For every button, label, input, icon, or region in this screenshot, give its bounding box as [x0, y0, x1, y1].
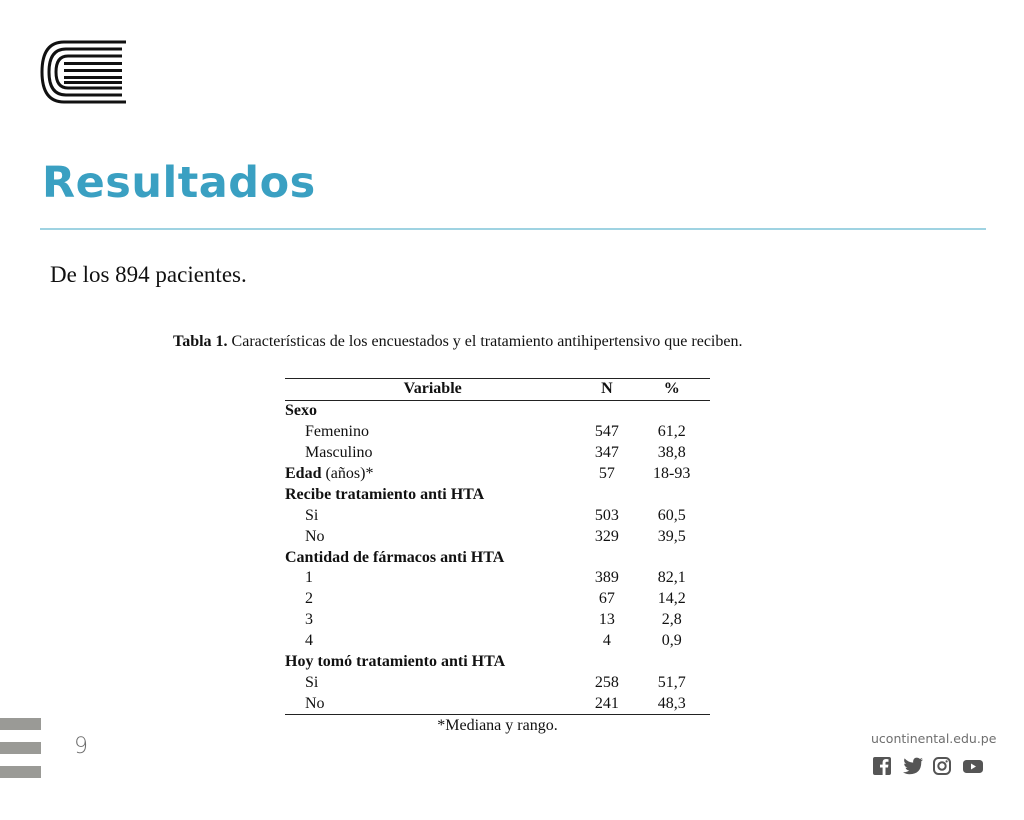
table-row	[285, 568, 710, 589]
table-row	[285, 400, 710, 421]
table-row	[285, 443, 710, 464]
cell-percent: 38,8	[657, 444, 686, 462]
cell-n: 347	[594, 444, 619, 462]
intro-text: De los 894 pacientes.	[50, 262, 247, 287]
cell-variable: Sexo	[285, 402, 317, 420]
cell-percent: 14,2	[657, 590, 686, 608]
cell-variable: Si	[305, 673, 319, 691]
table-row	[285, 652, 710, 673]
cell-variable: Recibe tratamiento anti HTA	[285, 485, 485, 503]
cell-n: 503	[594, 506, 619, 524]
table-row	[285, 505, 710, 526]
cell-percent	[633, 547, 710, 568]
table-header-row	[285, 379, 710, 401]
results-table	[285, 378, 710, 715]
cell-percent: 18-93	[653, 465, 691, 482]
cell-percent	[633, 484, 710, 505]
cell-n: 67	[598, 590, 615, 608]
cell-percent: 0,9	[661, 632, 682, 650]
cell-n: 241	[580, 693, 633, 714]
cell-n: 13	[598, 611, 615, 629]
cell-percent: 48,3	[633, 693, 710, 714]
cell-percent: 82,1	[657, 569, 686, 587]
table-row	[285, 526, 710, 547]
page-number: 9	[74, 734, 88, 759]
cell-variable: Masculino	[305, 444, 373, 462]
table-row	[285, 693, 710, 714]
instagram-icon[interactable]	[932, 756, 952, 776]
cell-variable: No	[285, 693, 580, 714]
table-row	[285, 610, 710, 631]
cell-variable: Hoy tomó tratamiento anti HTA	[285, 653, 506, 671]
university-logo	[40, 40, 128, 104]
social-links	[872, 756, 982, 776]
cell-percent	[633, 400, 710, 421]
cell-percent: 60,5	[657, 506, 686, 524]
cell-variable: 2	[305, 590, 313, 608]
cell-variable: Femenino	[305, 423, 369, 441]
table-row	[285, 422, 710, 443]
cell-variable: 4	[305, 632, 313, 650]
column-header-percent: %	[633, 379, 710, 401]
table-row	[285, 631, 710, 652]
column-header-n: N	[580, 379, 633, 401]
cell-percent: 61,2	[657, 423, 686, 441]
variable-label-suffix: (años)*	[321, 465, 374, 482]
cell-variable: 3	[305, 611, 313, 629]
cell-percent: 39,5	[657, 527, 686, 545]
table-row	[285, 589, 710, 610]
cell-n: 258	[594, 673, 619, 691]
youtube-icon[interactable]	[962, 756, 982, 776]
cell-variable: Cantidad de fármacos anti HTA	[285, 548, 505, 566]
cell-n: 389	[594, 569, 619, 587]
cell-n: 57	[598, 465, 615, 482]
cell-percent: 2,8	[661, 611, 682, 629]
cell-n: 4	[602, 632, 611, 650]
cell-n: 329	[594, 527, 619, 545]
cell-n: 547	[594, 423, 619, 441]
menu-bars-icon[interactable]	[0, 718, 41, 790]
table-caption-text: Características de los encuestados y el tratamiento antihipertensivo que reciben.	[227, 333, 743, 350]
cell-n	[580, 484, 633, 505]
table-row	[285, 464, 710, 485]
table-caption-label: Tabla 1.	[173, 333, 228, 350]
cell-variable	[285, 464, 580, 485]
twitter-icon[interactable]	[902, 756, 922, 776]
cell-variable: Si	[305, 506, 319, 524]
cell-variable: No	[305, 527, 325, 545]
cell-n	[580, 400, 633, 421]
variable-label: Edad	[285, 465, 322, 482]
table-footnote: *Mediana y rango.	[437, 717, 558, 734]
table-caption	[173, 333, 742, 351]
cell-percent: 51,7	[657, 673, 686, 691]
cell-n	[580, 547, 633, 568]
column-header-variable: Variable	[285, 379, 580, 401]
cell-variable: 1	[305, 569, 313, 587]
website-link[interactable]: ucontinental.edu.pe	[871, 731, 997, 746]
table-row	[285, 484, 710, 505]
cell-percent	[633, 652, 710, 673]
title-divider	[40, 228, 986, 230]
facebook-icon[interactable]	[872, 756, 892, 776]
cell-n	[580, 652, 633, 673]
slide-title: Resultados	[42, 158, 316, 208]
table-row	[285, 547, 710, 568]
table-row	[285, 672, 710, 693]
